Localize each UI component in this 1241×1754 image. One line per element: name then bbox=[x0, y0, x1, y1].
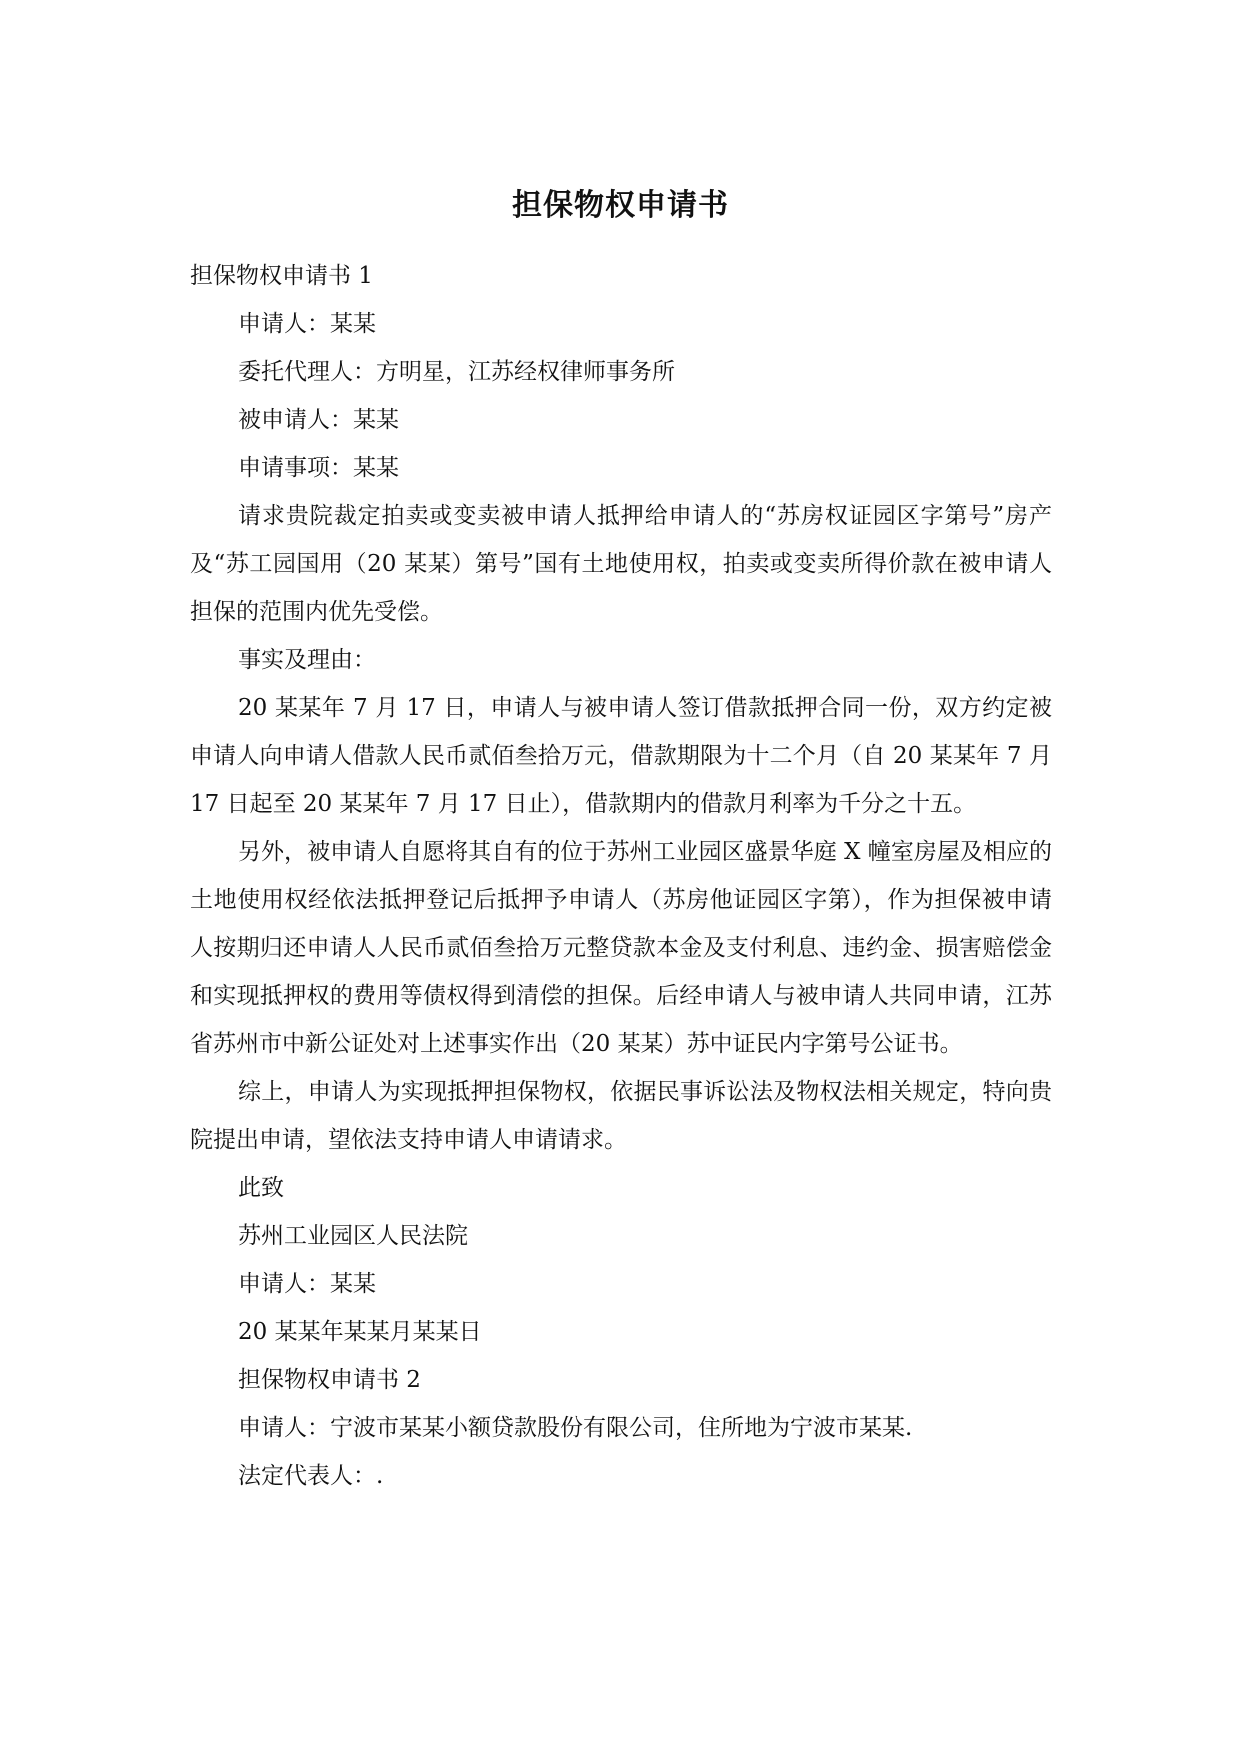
document-body bbox=[190, 252, 1052, 1500]
paragraph: 申请人：某某 bbox=[238, 311, 376, 337]
paragraph: 20 某某年 7 月 17 日，申请人与被申请人签订借款抵押合同一份，双方约定被申请人向申请人借款人民币贰佰叁拾万元，借款期限为十二个月（自 20 某某年 7 月 17 日起至 20 某某年 7 月 17 日止），借款期内的借款月利率为千分之十五。 bbox=[190, 695, 1052, 817]
paragraph: 请求贵院裁定拍卖或变卖被申请人抵押给申请人的“苏房权证园区字第号”房产及“苏工园国用（20 某某）第号”国有土地使用权，拍卖或变卖所得价款在被申请人担保的范围内优先受偿。 bbox=[190, 503, 1052, 625]
paragraph: 此致 bbox=[238, 1175, 284, 1201]
paragraph: 综上，申请人为实现抵押担保物权，依据民事诉讼法及物权法相关规定，特向贵院提出申请，望依法支持申请人申请请求。 bbox=[190, 1079, 1052, 1153]
paragraph: 被申请人：某某 bbox=[238, 407, 399, 433]
paragraph: 担保物权申请书 1 bbox=[190, 263, 373, 289]
document-title: 担保物权申请书 bbox=[512, 188, 729, 223]
paragraph: 苏州工业园区人民法院 bbox=[238, 1223, 468, 1249]
paragraph: 法定代表人：. bbox=[238, 1463, 384, 1489]
paragraph: 另外，被申请人自愿将其自有的位于苏州工业园区盛景华庭 X 幢室房屋及相应的土地使用权经依法抵押登记后抵押予申请人（苏房他证园区字第），作为担保被申请人按期归还申请人人民币贰佰叁拾万元整贷款本金及支付利息、违约金、损害赔偿金和实现抵押权的费用等债权得到清偿的担保。后经申请人与被申请人共同申请，江苏省苏州市中新公证处对上述事实作出（20 某某）苏中证民内字第号公证书。 bbox=[190, 839, 1052, 1057]
paragraph: 申请人：宁波市某某小额贷款股份有限公司，住所地为宁波市某某. bbox=[238, 1415, 913, 1441]
paragraph: 20 某某年某某月某某日 bbox=[238, 1319, 482, 1345]
paragraph: 担保物权申请书 2 bbox=[238, 1367, 421, 1393]
paragraph: 申请人：某某 bbox=[238, 1271, 376, 1297]
paragraph: 事实及理由： bbox=[238, 647, 376, 673]
paragraph: 委托代理人：方明星，江苏经权律师事务所 bbox=[238, 359, 675, 385]
paragraph: 申请事项：某某 bbox=[238, 455, 399, 481]
